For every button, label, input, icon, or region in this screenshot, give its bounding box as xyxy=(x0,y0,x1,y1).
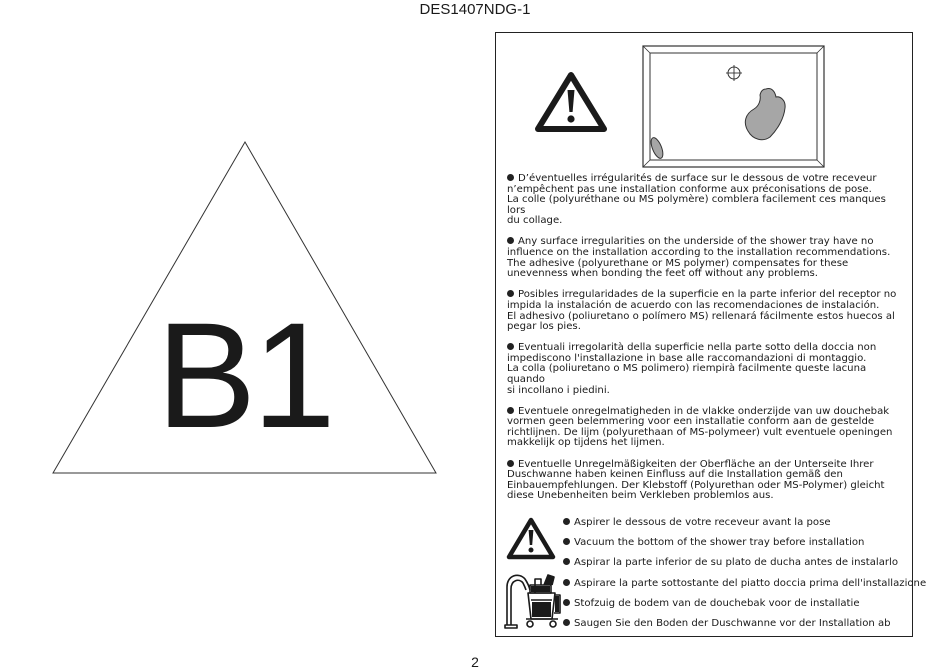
bullet-icon xyxy=(563,579,570,586)
paragraph-fr: D’éventuelles irrégularités de surface sur le dessous de votre receveur n’empêchent pas une installation conforme aux préconisations de pose. La colle (polyuréthane ou MS polymère) comblera facilement ces manques lors du collage. xyxy=(507,173,886,227)
vacuum-instructions xyxy=(563,515,927,636)
paragraph-es: Posibles irregularidades de la superficie en la parte inferior del receptor no impida la instalación de acuerdo con las recomendaciones de instalación. El adhesivo (poliuretano o polímero MS) rellenará fácilmente estos huecos al pegar los pies. xyxy=(507,289,897,333)
page-number: 2 xyxy=(471,654,479,670)
bullet-icon xyxy=(507,460,514,467)
bullet-icon xyxy=(563,538,570,545)
paragraph-it: Eventuali irregolarità della superficie nella parte sotto della doccia non impediscono l'installazione in base alle raccomandazioni di montaggio. La colla (poliuretano o MS polimero) riempirà facilmente queste lacuna quando si incollano i piedini. xyxy=(507,342,877,396)
instruction-it: Aspirare la parte sottostante del piatto doccia prima dell'installazione xyxy=(563,576,913,596)
bullet-icon xyxy=(563,619,570,626)
bullet-icon xyxy=(507,174,514,181)
bullet-icon xyxy=(563,558,570,565)
bullet-icon xyxy=(507,290,514,297)
bullet-icon xyxy=(563,599,570,606)
instruction-es: Aspirar la parte inferior de su plato de ducha antes de instalarlo xyxy=(563,555,913,575)
instruction-panel xyxy=(495,32,927,637)
instruction-fr: Aspirer le dessous de votre receveur avant la pose xyxy=(563,515,913,535)
warning-triangle-icon xyxy=(534,70,608,134)
instruction-en: Vacuum the bottom of the shower tray before installation xyxy=(563,535,913,555)
bullet-icon xyxy=(507,407,514,414)
irregularities-text xyxy=(507,174,907,512)
vacuum-cleaner-icon xyxy=(504,569,562,629)
document-code: DES1407NDG-1 xyxy=(419,1,531,18)
warning-triangle-icon xyxy=(506,517,556,561)
paragraph-nl: Eventuele onregelmatigheden in de vlakke onderzijde van uw douchebak vormen geen belemmering voor een installatie conform aan de gestelde richtlijnen. De lijm (polyurethaan of MS-polymeer) vult eventuele openingen makkelijk op tijdens het lijmen. xyxy=(507,405,893,449)
instruction-de: Saugen Sie den Boden der Duschwanne vor der Installation ab xyxy=(563,616,913,636)
paragraph-en: Any surface irregularities on the underside of the shower tray have no influence on the installation according to the installation recommendations. The adhesive (polyurethane or MS polymer) compensates for these unevenness when bonding the feet off without any problems. xyxy=(507,236,891,280)
bullet-icon xyxy=(507,237,514,244)
sign-label: B1 xyxy=(156,291,332,459)
instruction-nl: Stofzuig de bodem van de douchebak voor de installatie xyxy=(563,596,913,616)
paragraph-de: Eventuelle Unregelmäßigkeiten der Oberfläche an der Unterseite Ihrer Duschwanne haben keinen Einfluss auf die Installation gemäß den Einbauempfehlungen. Der Klebstoff (Polyurethan oder MS-Polymer) gleicht diese Unebenheiten beim Verkleben problemlos aus. xyxy=(507,458,885,502)
bullet-icon xyxy=(507,343,514,350)
bullet-icon xyxy=(563,518,570,525)
shower-tray-diagram xyxy=(642,45,826,169)
